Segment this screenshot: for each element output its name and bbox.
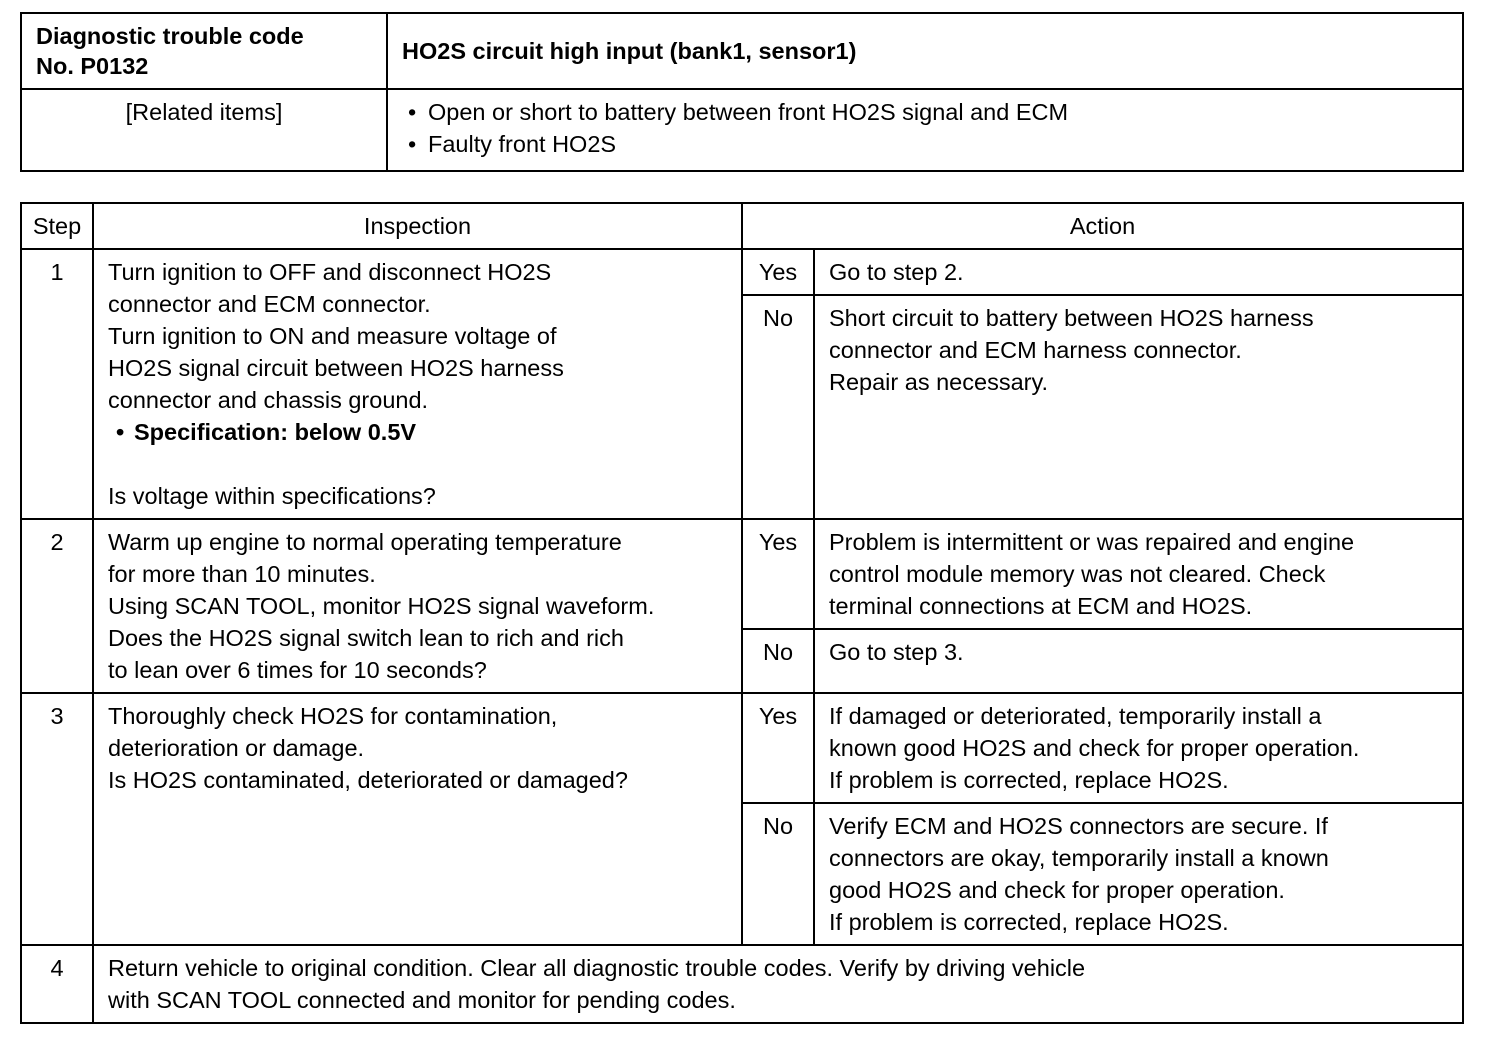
spacer: [108, 448, 729, 480]
action-line: known good HO2S and check for proper operation.: [829, 735, 1360, 761]
no-action: [814, 803, 1463, 945]
table-row: [21, 519, 1463, 629]
yes-action: [814, 249, 1463, 295]
inspection-line: for more than 10 minutes.: [108, 561, 376, 587]
related-item: • Open or short to battery between front HO2S signal and ECM: [428, 96, 1448, 128]
no-action: [814, 295, 1463, 519]
dtc-header-table: [20, 12, 1464, 172]
table-row: [21, 249, 1463, 295]
action-line: terminal connections at ECM and HO2S.: [829, 593, 1253, 619]
action-line: If damaged or deteriorated, temporarily install a: [829, 703, 1322, 729]
inspection-question: Is voltage within specifications?: [108, 483, 436, 509]
yes-label: Yes: [742, 249, 814, 295]
no-label: No: [742, 295, 814, 519]
step-number: 4: [21, 945, 93, 1023]
no-label: No: [742, 803, 814, 945]
dtc-title-row: [21, 13, 1463, 89]
action-line: connector and ECM harness connector.: [829, 337, 1242, 363]
inspection-line: Turn ignition to ON and measure voltage of: [108, 323, 557, 349]
action-line: Problem is intermittent or was repaired and engine: [829, 529, 1355, 555]
yes-label: Yes: [742, 693, 814, 803]
inspection-line: connector and chassis ground.: [108, 387, 429, 413]
inspection-line: HO2S signal circuit between HO2S harness: [108, 355, 564, 381]
related-item: • Faulty front HO2S: [428, 128, 1448, 160]
inspection-line: connector and ECM connector.: [108, 291, 431, 317]
table-row: [21, 945, 1463, 1023]
yes-label: Yes: [742, 519, 814, 629]
action-line: If problem is corrected, replace HO2S.: [829, 767, 1229, 793]
header-inspection: Inspection: [93, 203, 742, 249]
header-action: Action: [742, 203, 1463, 249]
step-number: 3: [21, 693, 93, 945]
no-label: No: [742, 629, 814, 693]
action-line: connectors are okay, temporarily install a known: [829, 845, 1329, 871]
no-action: [814, 629, 1463, 693]
action-line: Verify ECM and HO2S connectors are secure. If: [829, 813, 1328, 839]
related-items-label: [Related items]: [21, 89, 387, 171]
table-header-row: [21, 203, 1463, 249]
header-step: Step: [21, 203, 93, 249]
step-number: 1: [21, 249, 93, 519]
final-line: with SCAN TOOL connected and monitor for pending codes.: [108, 987, 736, 1013]
inspection-line: Using SCAN TOOL, monitor HO2S signal waveform.: [108, 593, 655, 619]
action-line: If problem is corrected, replace HO2S.: [829, 909, 1229, 935]
dtc-code-number: No. P0132: [36, 53, 149, 79]
step-inspection: [93, 249, 742, 519]
action-line: Short circuit to battery between HO2S harness: [829, 305, 1314, 331]
inspection-line: Warm up engine to normal operating temperature: [108, 529, 622, 555]
action-line: Go to step 3.: [829, 639, 964, 665]
inspection-line: to lean over 6 times for 10 seconds?: [108, 657, 487, 683]
yes-action: [814, 693, 1463, 803]
action-line: good HO2S and check for proper operation.: [829, 877, 1285, 903]
troubleshooting-table: [20, 202, 1464, 1024]
inspection-line: Turn ignition to OFF and disconnect HO2S: [108, 259, 552, 285]
related-items-cell: [387, 89, 1463, 171]
dtc-code-label: Diagnostic trouble code: [36, 23, 304, 49]
specification: • Specification: below 0.5V: [108, 416, 729, 448]
dtc-title: HO2S circuit high input (bank1, sensor1): [387, 13, 1463, 89]
final-line: Return vehicle to original condition. Clear all diagnostic trouble codes. Verify by driving vehicle: [108, 955, 1086, 981]
inspection-line: deterioration or damage.: [108, 735, 365, 761]
related-items-list: [402, 96, 1448, 160]
yes-action: [814, 519, 1463, 629]
step-number: 2: [21, 519, 93, 693]
step-inspection: [93, 519, 742, 693]
step-inspection: [93, 693, 742, 945]
dtc-code-cell: [21, 13, 387, 89]
action-line: control module memory was not cleared. Check: [829, 561, 1326, 587]
action-line: Go to step 2.: [829, 259, 964, 285]
action-line: Repair as necessary.: [829, 369, 1048, 395]
related-items-row: [21, 89, 1463, 171]
inspection-line: Is HO2S contaminated, deteriorated or damaged?: [108, 767, 628, 793]
inspection-line: Thoroughly check HO2S for contamination,: [108, 703, 558, 729]
inspection-line: Does the HO2S signal switch lean to rich and rich: [108, 625, 624, 651]
step-final-text: [93, 945, 1463, 1023]
table-row: [21, 693, 1463, 803]
